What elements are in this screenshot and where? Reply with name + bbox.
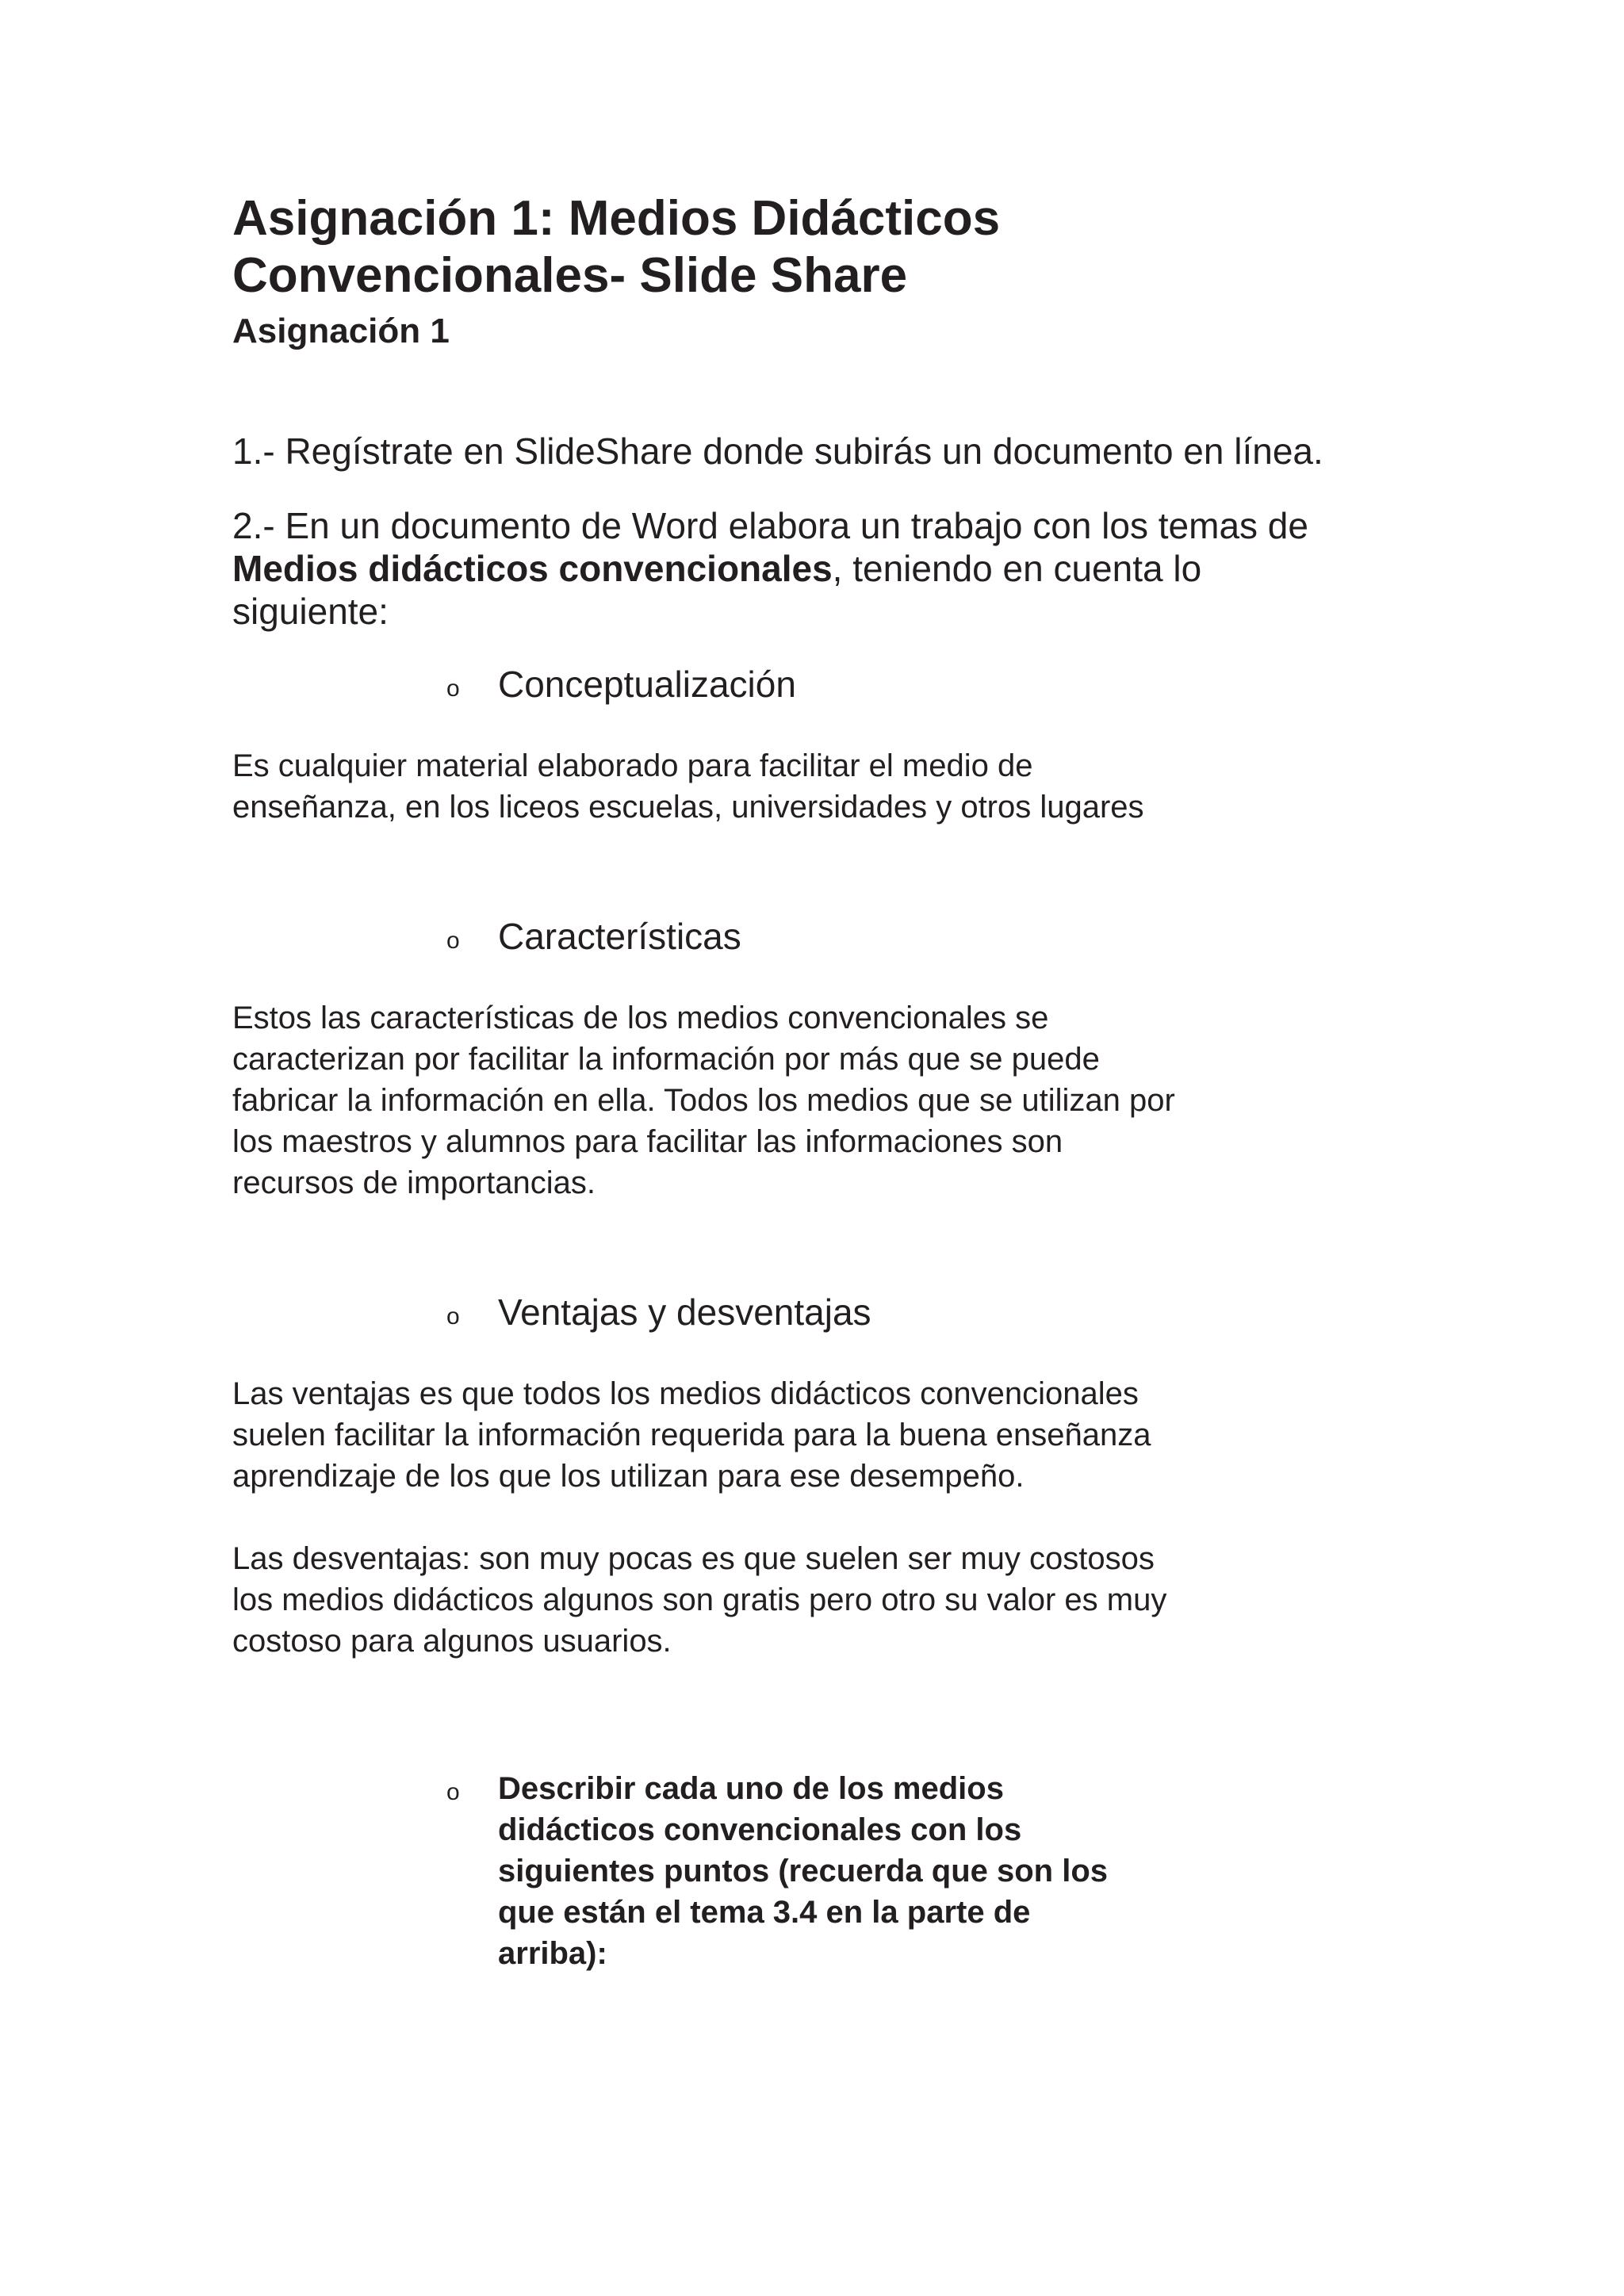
bullet-heading: Ventajas y desventajas <box>498 1292 871 1333</box>
paragraph-conceptualizacion: Es cualquier material elaborado para facilitar el medio de enseñanza, en los liceos escuelas, universidades y otros lugares <box>232 748 1144 825</box>
step-2-prefix: 2.- En un documento de Word elabora un trabajo con los temas de <box>232 505 1308 546</box>
bullet-marker-icon: o <box>446 928 460 954</box>
bullet-marker-icon: o <box>446 1303 460 1330</box>
bullet-ventajas-desventajas <box>446 1291 1406 1334</box>
bullet-caracteristicas <box>446 915 1406 958</box>
bullet-conceptualizacion <box>446 663 1406 706</box>
bullet-instruction: Describir cada uno de los medios didácticos convencionales con los siguientes puntos (recuerda que son los que están el tema 3.4 en la parte de arriba): <box>498 1771 1109 1971</box>
title-line-1: Asignación 1: Medios Didácticos <box>232 191 1001 246</box>
bullet-marker-icon: o <box>446 1779 460 1805</box>
step-2 <box>232 504 1358 633</box>
bullet-heading: Conceptualización <box>498 664 796 705</box>
bullet-describir <box>446 1768 1148 1974</box>
document-content <box>232 190 1406 1974</box>
step-2-bold-topic: Medios didácticos convencionales <box>232 548 833 589</box>
paragraph-desventajas: Las desventajas: son muy pocas es que suelen ser muy costosos los medios didácticos algunos son gratis pero otro su valor es muy costoso para algunos usuarios. <box>232 1541 1167 1659</box>
document-title <box>232 190 1406 304</box>
step-1: 1.- Regístrate en SlideShare donde subirás un documento en línea. <box>232 430 1323 472</box>
bullet-marker-icon: o <box>446 675 460 702</box>
paragraph-caracteristicas: Estos las características de los medios convencionales se caracterizan por facilitar la información por más que se puede fabricar la información en ella. Todos los medios que se utilizan por los maestros y alumnos para facilitar las informaciones son recursos de importancias. <box>232 1001 1175 1200</box>
paragraph-ventajas: Las ventajas es que todos los medios didácticos convencionales suelen facilitar la información requerida para la buena enseñanza aprendizaje de los que los utilizan para ese desempeño. <box>232 1376 1151 1494</box>
document-subtitle: Asignación 1 <box>232 312 450 350</box>
bullet-heading: Características <box>498 916 741 957</box>
title-line-2: Convencionales- Slide Share <box>232 248 908 303</box>
step-2-suffix: , teniendo en cuenta lo siguiente: <box>232 548 1202 632</box>
